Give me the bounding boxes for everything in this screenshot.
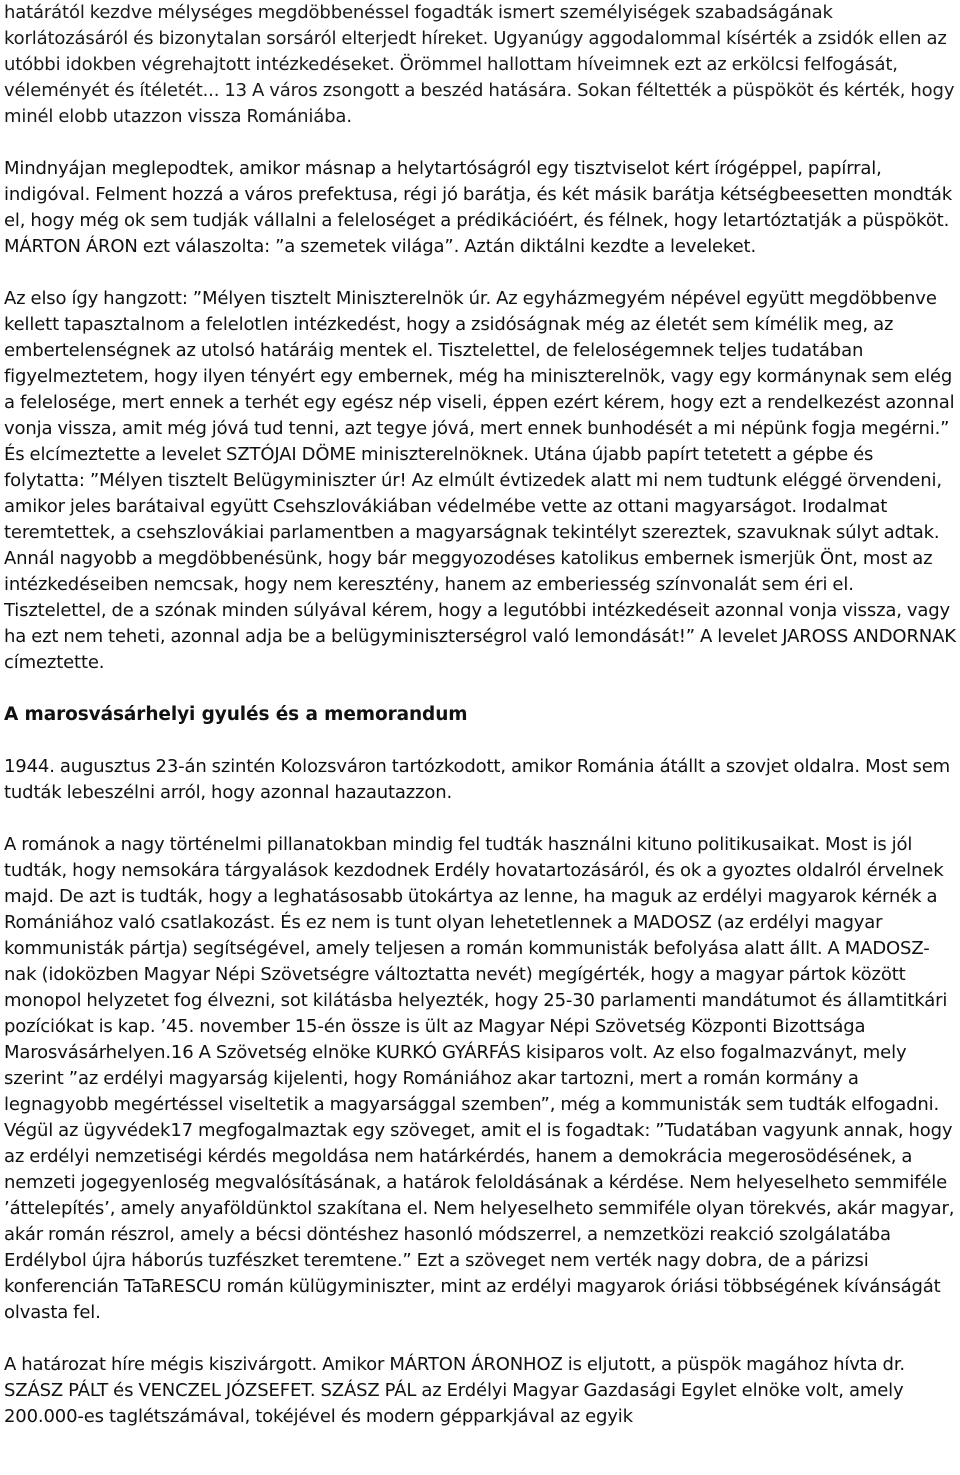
paragraph-spacer	[4, 676, 958, 702]
paragraph-spacer	[4, 260, 958, 286]
document-page	[4, 0, 958, 1430]
body-paragraph-4: 1944. augusztus 23-án szintén Kolozsváron tartózkodott, amikor Románia átállt a szovjet oldalra. Most sem tudták lebeszélni arról, hogy azonnal hazautazzon.	[4, 756, 951, 803]
paragraph-spacer	[4, 130, 958, 156]
body-paragraph-1: határától kezdve mélységes megdöbbenéssel fogadták ismert személyiségek szabadságának korlátozásáról és bizonytalan sorsáról elterjedt híreket. Ugyanúgy aggodalommal kísérték a zsidók ellen az utóbbi idokben végrehajtott intézkedéseket. Örömmel hallottam híveimnek ezt az erkölcsi felfogását, véleményét és ítéletét... 13 A város zsongott a beszéd hatására. Sokan féltették a püspököt és kérték, hogy minél elobb utazzon vissza Romániába.	[4, 2, 955, 127]
body-paragraph-6: A határozat híre mégis kiszivárgott. Amikor MÁRTON ÁRONHOZ is eljutott, a püspök magához hívta dr. SZÁSZ PÁLT és VENCZEL JÓZSEFET. SZÁSZ PÁL az Erdélyi Magyar Gazdasági Egylet elnöke volt, amely 200.000-es taglétszámával, tokéjével és modern gépparkjával az egyik	[4, 1354, 906, 1427]
paragraph-spacer	[4, 1326, 958, 1352]
section-heading: A marosvásárhelyi gyulés és a memorandum	[4, 704, 468, 725]
body-paragraph-2: Mindnyájan meglepodtek, amikor másnap a helytartóságról egy tisztviselot kért írógéppel, papírral, indigóval. Felment hozzá a város prefektusa, régi jó barátja, és két másik barátja kétségbeesetten mondták el, hogy még ok sem tudják vállalni a feleloséget a prédikációért, és félnek, hogy letartóztatják a püspököt. MÁRTON ÁRON ezt válaszolta: ”a szemetek világa”. Aztán diktálni kezdte a leveleket.	[4, 158, 953, 257]
body-paragraph-5: A románok a nagy történelmi pillanatokban mindig fel tudták használni kituno politikusaikat. Most is jól tudták, hogy nemsokára tárgyalások kezdodnek Erdély hovatartozásáról, és ok a gyoztes oldalról érvelnek majd. De azt is tudták, hogy a leghatásosabb ütokártya az lenne, ha maguk az erdélyi magyarok kérnék a Romániához való csatlakozást. És ez nem is tunt olyan lehetetlennek a MADOSZ (az erdélyi magyar kommunisták pártja) segítségével, amely teljesen a román kommunisták befolyása alatt állt. A MADOSZ-nak (idoközben Magyar Népi Szövetségre változtatta nevét) megígérték, hogy a magyar pártok között monopol helyzetet fog élvezni, sot kilátásba helyezték, hogy 25-30 parlamenti mandátumot és államtitkári pozíciókat is kap. ’45. november 15-én össze is ült az Magyar Népi Szövetség Központi Bizottsága Marosvásárhelyen.16 A Szövetség elnöke KURKÓ GYÁRFÁS kisiparos volt. Az elso fogalmazványt, mely szerint ”az erdélyi magyarság kijelenti, hogy Romániához akar tartozni, mert a román kormány a legnagyobb megértéssel viseltetik a magyarsággal szemben”, még a kommunisták sem tudták elfogadni. Végül az ügyvédek17 megfogalmaztak egy szöveget, amit el is fogadtak: ”Tudatában vagyunk annak, hogy az erdélyi nemzetiségi kérdés megoldása nem határkérdés, hanem a demokrácia megerosödésének, a nemzeti jogegyenloség megvalósításának, a határok feloldásának a kérdése. Nem helyeselheto semmiféle ’áttelepítés’, amely anyaföldünktol szakítana el. Nem helyeselheto semmiféle olyan törekvés, akár magyar, akár román részrol, amely a bécsi döntéshez hasonló módszerrel, a nemzetközi reakció szolgálatába Erdélybol újra háborús tuzfészket teremtene.” Ezt a szöveget nem verték nagy dobra, de a párizsi konferencián TaTaRESCU román külügyminiszter, mint az erdélyi magyarok óriási többségének kívánságát olvasta fel.	[4, 834, 955, 1323]
paragraph-spacer	[4, 728, 958, 754]
paragraph-spacer	[4, 806, 958, 832]
body-paragraph-3: Az elso így hangzott: ”Mélyen tisztelt Miniszterelnök úr. Az egyházmegyém népével együtt megdöbbenve kellett tapasztalnom a felelotlen intézkedést, hogy a zsidóságnak még az életét sem kímélik meg, az embertelenségnek az utolsó határáig mentek el. Tisztelettel, de feleloségemnek teljes tudatában figyelmeztetem, hogy ilyen tényért egy embernek, még ha miniszterelnök, vagy egy kormánynak sem elég a felelosége, mert ennek a terhét egy egész nép viseli, éppen ezért kérem, hogy ezt a rendelkezést azonnal vonja vissza, amit még jóvá tud tenni, azt tegye jóvá, mert ennek bunhodését a mi népünk fogja megérni.” És elcímeztette a levelet SZTÓJAI DÖME miniszterelnöknek. Utána újabb papírt tetetett a gépbe és folytatta: ”Mélyen tisztelt Belügyminiszter úr! Az elmúlt évtizedek alatt mi nem tudtunk eléggé örvendeni, amikor jeles barátaival együtt Csehszlovákiában védelmébe vette az ottani magyarságot. Irodalmat teremtettek, a csehszlovákiai parlamentben a magyarságnak tekintélyt szereztek, szavuknak súlyt adtak. Annál nagyobb a megdöbbenésünk, hogy bár meggyozodéses katolikus embernek ismerjük Önt, most az intézkedéseiben nemcsak, hogy nem keresztény, hanem az emberiesség színvonalát sem éri el. Tisztelettel, de a szónak minden súlyával kérem, hogy a legutóbbi intézkedéseit azonnal vonja vissza, vagy ha ezt nem teheti, azonnal adja be a belügyminiszterségrol való lemondását!” A levelet JAROSS ANDORNAK címeztette.	[4, 288, 956, 673]
